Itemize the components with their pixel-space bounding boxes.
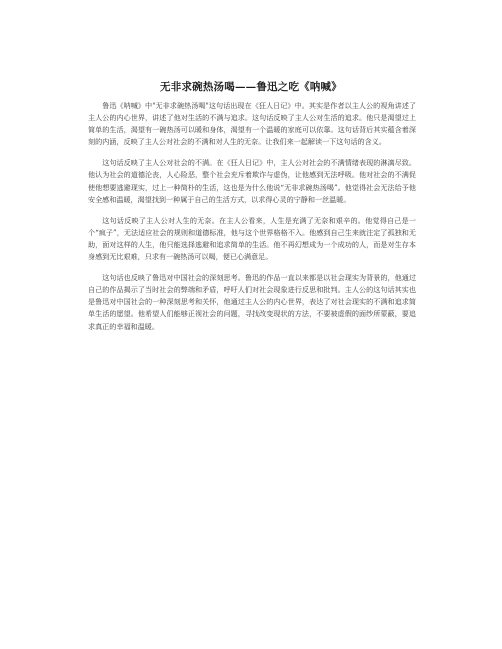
document-body bbox=[88, 100, 416, 342]
paragraph-2: 这句话反映了主人公对社会的不满。在《狂人日记》中，主人公对社会的不满情绪表现的淋漓尽致。他认为社会的道德沦丧，人心险恶，整个社会充斥着欺诈与虚伪，让他感到无法呼吸。他对社会的不满促使他想要逃避现实，过上一种简朴的生活，这也是为什么他说“无非求碗热汤喝”。他觉得社会无法给予他安全感和温暖，渴望找到一种属于自己的生活方式，以求得心灵的宁静和一丝温暖。 bbox=[88, 158, 416, 204]
paragraph-1: 鲁迅《呐喊》中"无非求碗热汤喝"这句话出现在《狂人日记》中。其实是作者以主人公的视角讲述了主人公的内心世界，讲述了他对生活的不满与追求。这句话反映了主人公对生活的追求。他只是渴望过上简单的生活，渴望有一碗热汤可以暖和身体，渴望有一个温暖的家庭可以依靠。这句话背后其实蕴含着深刻的内涵，反映了主人公对社会的不满和对人生的无奈。让我们来一起解读一下这句话的含义。 bbox=[88, 101, 416, 147]
document-title: 无非求碗热汤喝——鲁迅之吃《呐喊》 bbox=[160, 81, 342, 93]
paragraph-3: 这句话反映了主人公对人生的无奈。在主人公看来，人生是充满了无奈和艰辛的。他觉得自己是一个“疯子”，无法适应社会的规则和道德标准，他与这个世界格格不入。他感到自己生来就注定了孤独和无助，面对这样的人生，他只能选择逃避和追求简单的生活。他不再幻想成为一个成功的人，而是对生存本身感到无比艰难，只求有一碗热汤可以喝，便已心满意足。 bbox=[88, 215, 416, 262]
paragraph-4: 这句话也反映了鲁迅对中国社会的深刻思考。鲁迅的作品一直以来都是以社会现实为背景的，他通过自己的作品揭示了当时社会的弊端和矛盾，呼吁人们对社会现象进行反思和批判。主人公的这句话其实也是鲁迅对中国社会的一种深刻思考和关怀，他通过主人公的内心世界，表达了对社会现实的不满和追求简单生活的愿望。他希望人们能够正视社会的问题，寻找改变现状的方法，不要被虚假的面纱所蒙蔽，要追求真正的幸福和温暖。 bbox=[88, 273, 416, 331]
